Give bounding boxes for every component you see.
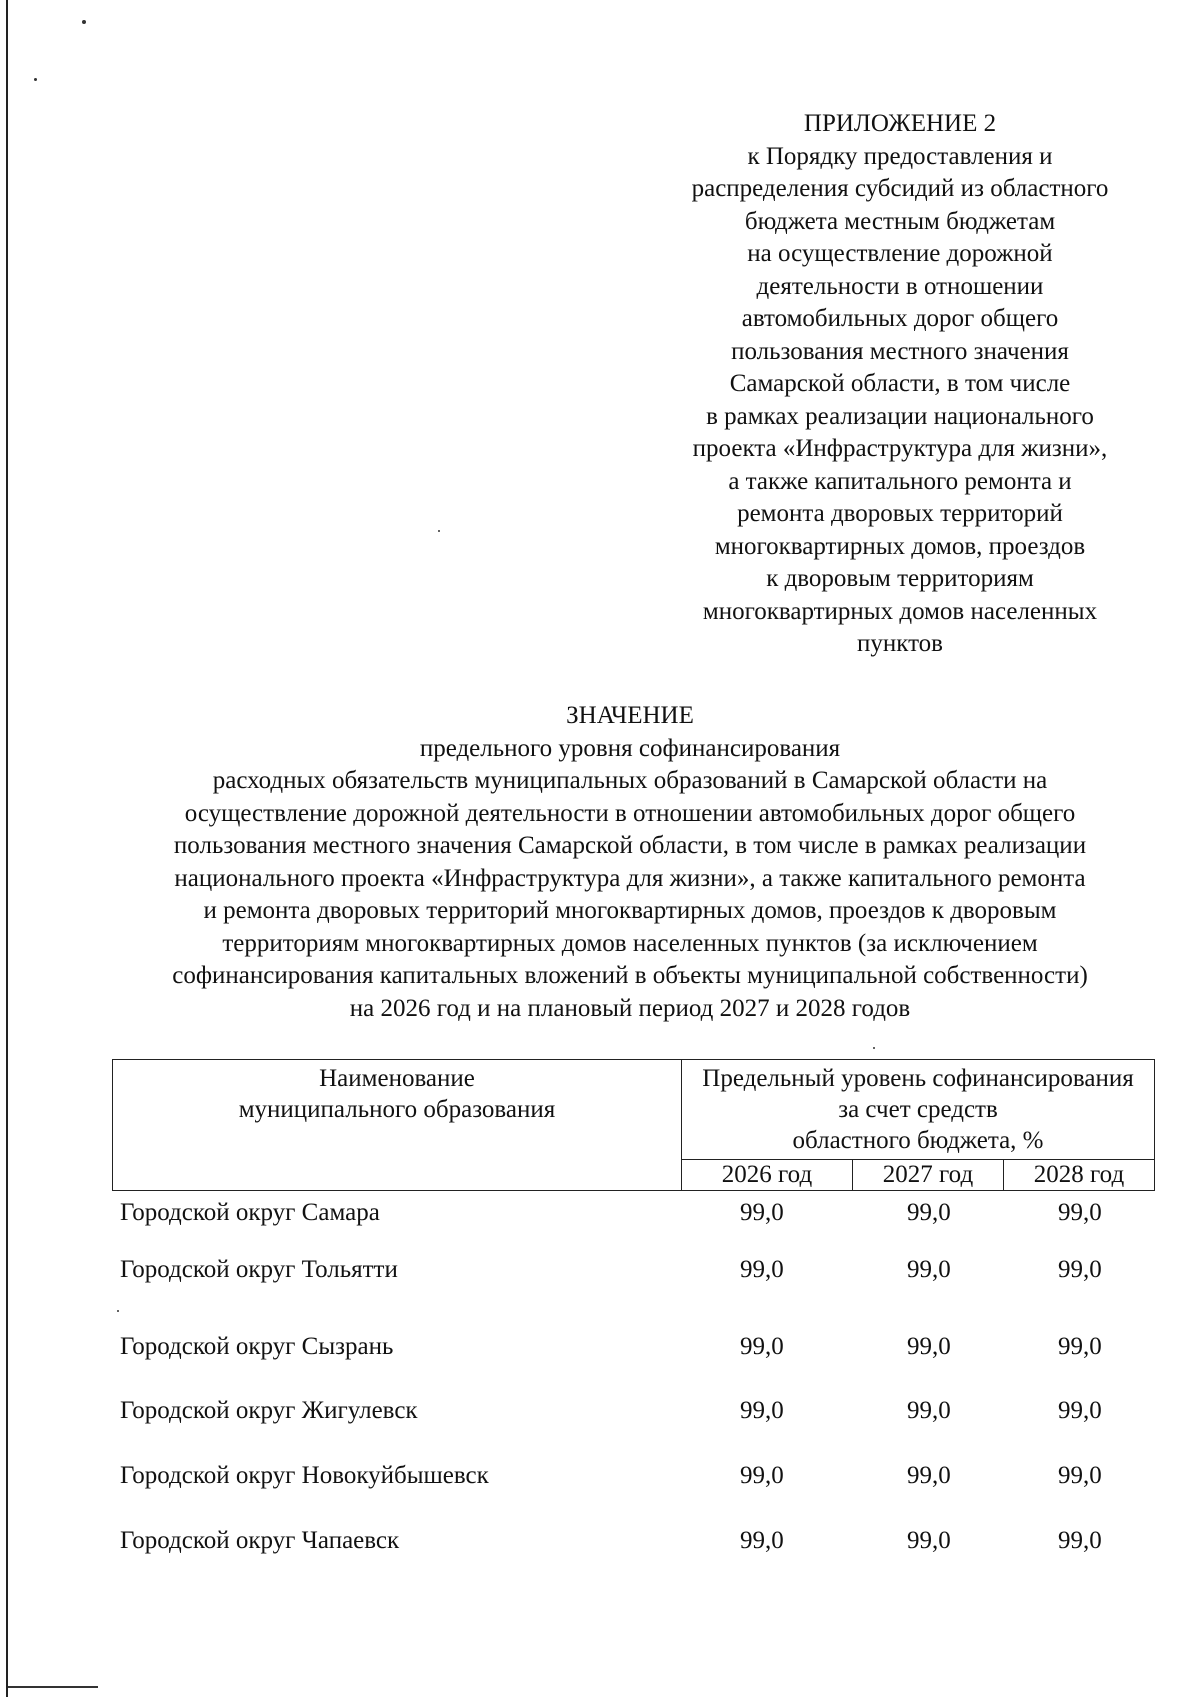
annex-line: распределения субсидий из областного [691, 175, 1109, 202]
value-2027: 99,0 [907, 1333, 951, 1360]
value-2027: 99,0 [907, 1462, 951, 1489]
annex-line: многоквартирных домов населенных [702, 597, 1098, 625]
municipality-name: Городской округ Новокуйбышевск [120, 1462, 489, 1489]
municipality-name: Городской округ Сызрань [120, 1333, 394, 1360]
header-municipality [113, 1060, 682, 1191]
value-2028: 99,0 [1058, 1462, 1102, 1489]
annex-line: Самарской области, в том числе [729, 370, 1071, 397]
annex-line: ремонта дворовых территорий [737, 500, 1063, 527]
header-level-line: за счет средств [838, 1096, 998, 1123]
header-year-2026: 2026 год [682, 1160, 853, 1191]
title-line: осуществление дорожной деятельности в отношении автомобильных дорог общего [184, 799, 1076, 827]
value-2028: 99,0 [1058, 1527, 1102, 1554]
title-line: национального проекта «Инфраструктура для жизни», а также капитального ремонта [174, 864, 1086, 892]
value-2026: 99,0 [740, 1527, 784, 1554]
value-2026: 99,0 [740, 1333, 784, 1360]
table-row [112, 1256, 1155, 1290]
annex-line: а также капитального ремонта и [728, 467, 1072, 495]
value-2026: 99,0 [740, 1397, 784, 1424]
table-row [112, 1462, 1155, 1496]
municipality-name: Городской округ Чапаевск [120, 1527, 400, 1554]
scan-speck [873, 1047, 875, 1049]
page-bottom-mark [8, 1686, 98, 1688]
value-2026: 99,0 [740, 1462, 784, 1489]
annex-line: к Порядку предоставления и [747, 142, 1053, 170]
title-heading: ЗНАЧЕНИЕ [566, 702, 694, 729]
header-level-line: Предельный уровень софинансирования [702, 1065, 1134, 1092]
scan-speck [117, 1310, 119, 1312]
municipality-name: Городской округ Тольятти [120, 1256, 398, 1283]
value-2028: 99,0 [1058, 1333, 1102, 1360]
annex-line: в рамках реализации национального [706, 402, 1094, 430]
table-row [112, 1527, 1155, 1561]
scan-speck [34, 78, 37, 81]
annex-line: ПРИЛОЖЕНИЕ 2 [803, 110, 997, 137]
header-year-2027: 2027 год [853, 1160, 1004, 1191]
title-line: предельного уровня софинансирования [419, 734, 841, 762]
municipality-name: Городской округ Жигулевск [120, 1397, 418, 1424]
value-2028: 99,0 [1058, 1397, 1102, 1424]
document-title [100, 700, 1160, 1025]
table-row [112, 1199, 1155, 1233]
annex-block [640, 108, 1160, 661]
annex-line: на осуществление дорожной [747, 240, 1053, 267]
annex-line: проекта «Инфраструктура для жизни», [692, 435, 1108, 462]
header-municipality-line: муниципального образования [238, 1096, 556, 1123]
value-2028: 99,0 [1058, 1199, 1102, 1226]
annex-line: пользования местного значения [731, 337, 1069, 365]
title-line: территориям многоквартирных домов населенных пунктов (за исключением [222, 929, 1038, 957]
scan-speck [82, 20, 86, 24]
header-year-2028: 2028 год [1004, 1160, 1155, 1191]
value-2027: 99,0 [907, 1397, 951, 1424]
title-line: расходных обязательств муниципальных образований в Самарской области на [212, 767, 1048, 794]
annex-line: автомобильных дорог общего [741, 305, 1059, 332]
table-row [112, 1397, 1155, 1431]
header-level-line: областного бюджета, % [792, 1127, 1044, 1154]
value-2027: 99,0 [907, 1199, 951, 1226]
page-left-edge [6, 0, 8, 1697]
header-cofinancing-level [682, 1060, 1155, 1160]
value-2028: 99,0 [1058, 1256, 1102, 1283]
cofinancing-table [112, 1059, 1155, 1191]
title-line: софинансирования капитальных вложений в объекты муниципальной собственности) [172, 962, 1088, 989]
annex-line: бюджета местным бюджетам [744, 207, 1056, 235]
value-2026: 99,0 [740, 1199, 784, 1226]
title-line: пользования местного значения Самарской области, в том числе в рамках реализации [173, 832, 1087, 859]
scan-speck [438, 530, 440, 532]
annex-line: к дворовым территориям [766, 565, 1034, 592]
value-2027: 99,0 [907, 1527, 951, 1554]
title-line: на 2026 год и на плановый период 2027 и 2028 годов [349, 994, 911, 1022]
annex-line: деятельности в отношении [756, 272, 1044, 300]
table-row [112, 1333, 1155, 1367]
annex-line: пунктов [857, 630, 943, 657]
title-line: и ремонта дворовых территорий многоквартирных домов, проездов к дворовым [203, 897, 1057, 924]
header-municipality-line: Наименование [319, 1065, 475, 1092]
municipality-name: Городской округ Самара [120, 1199, 380, 1226]
value-2027: 99,0 [907, 1256, 951, 1283]
annex-line: многоквартирных домов, проездов [714, 532, 1086, 560]
value-2026: 99,0 [740, 1256, 784, 1283]
